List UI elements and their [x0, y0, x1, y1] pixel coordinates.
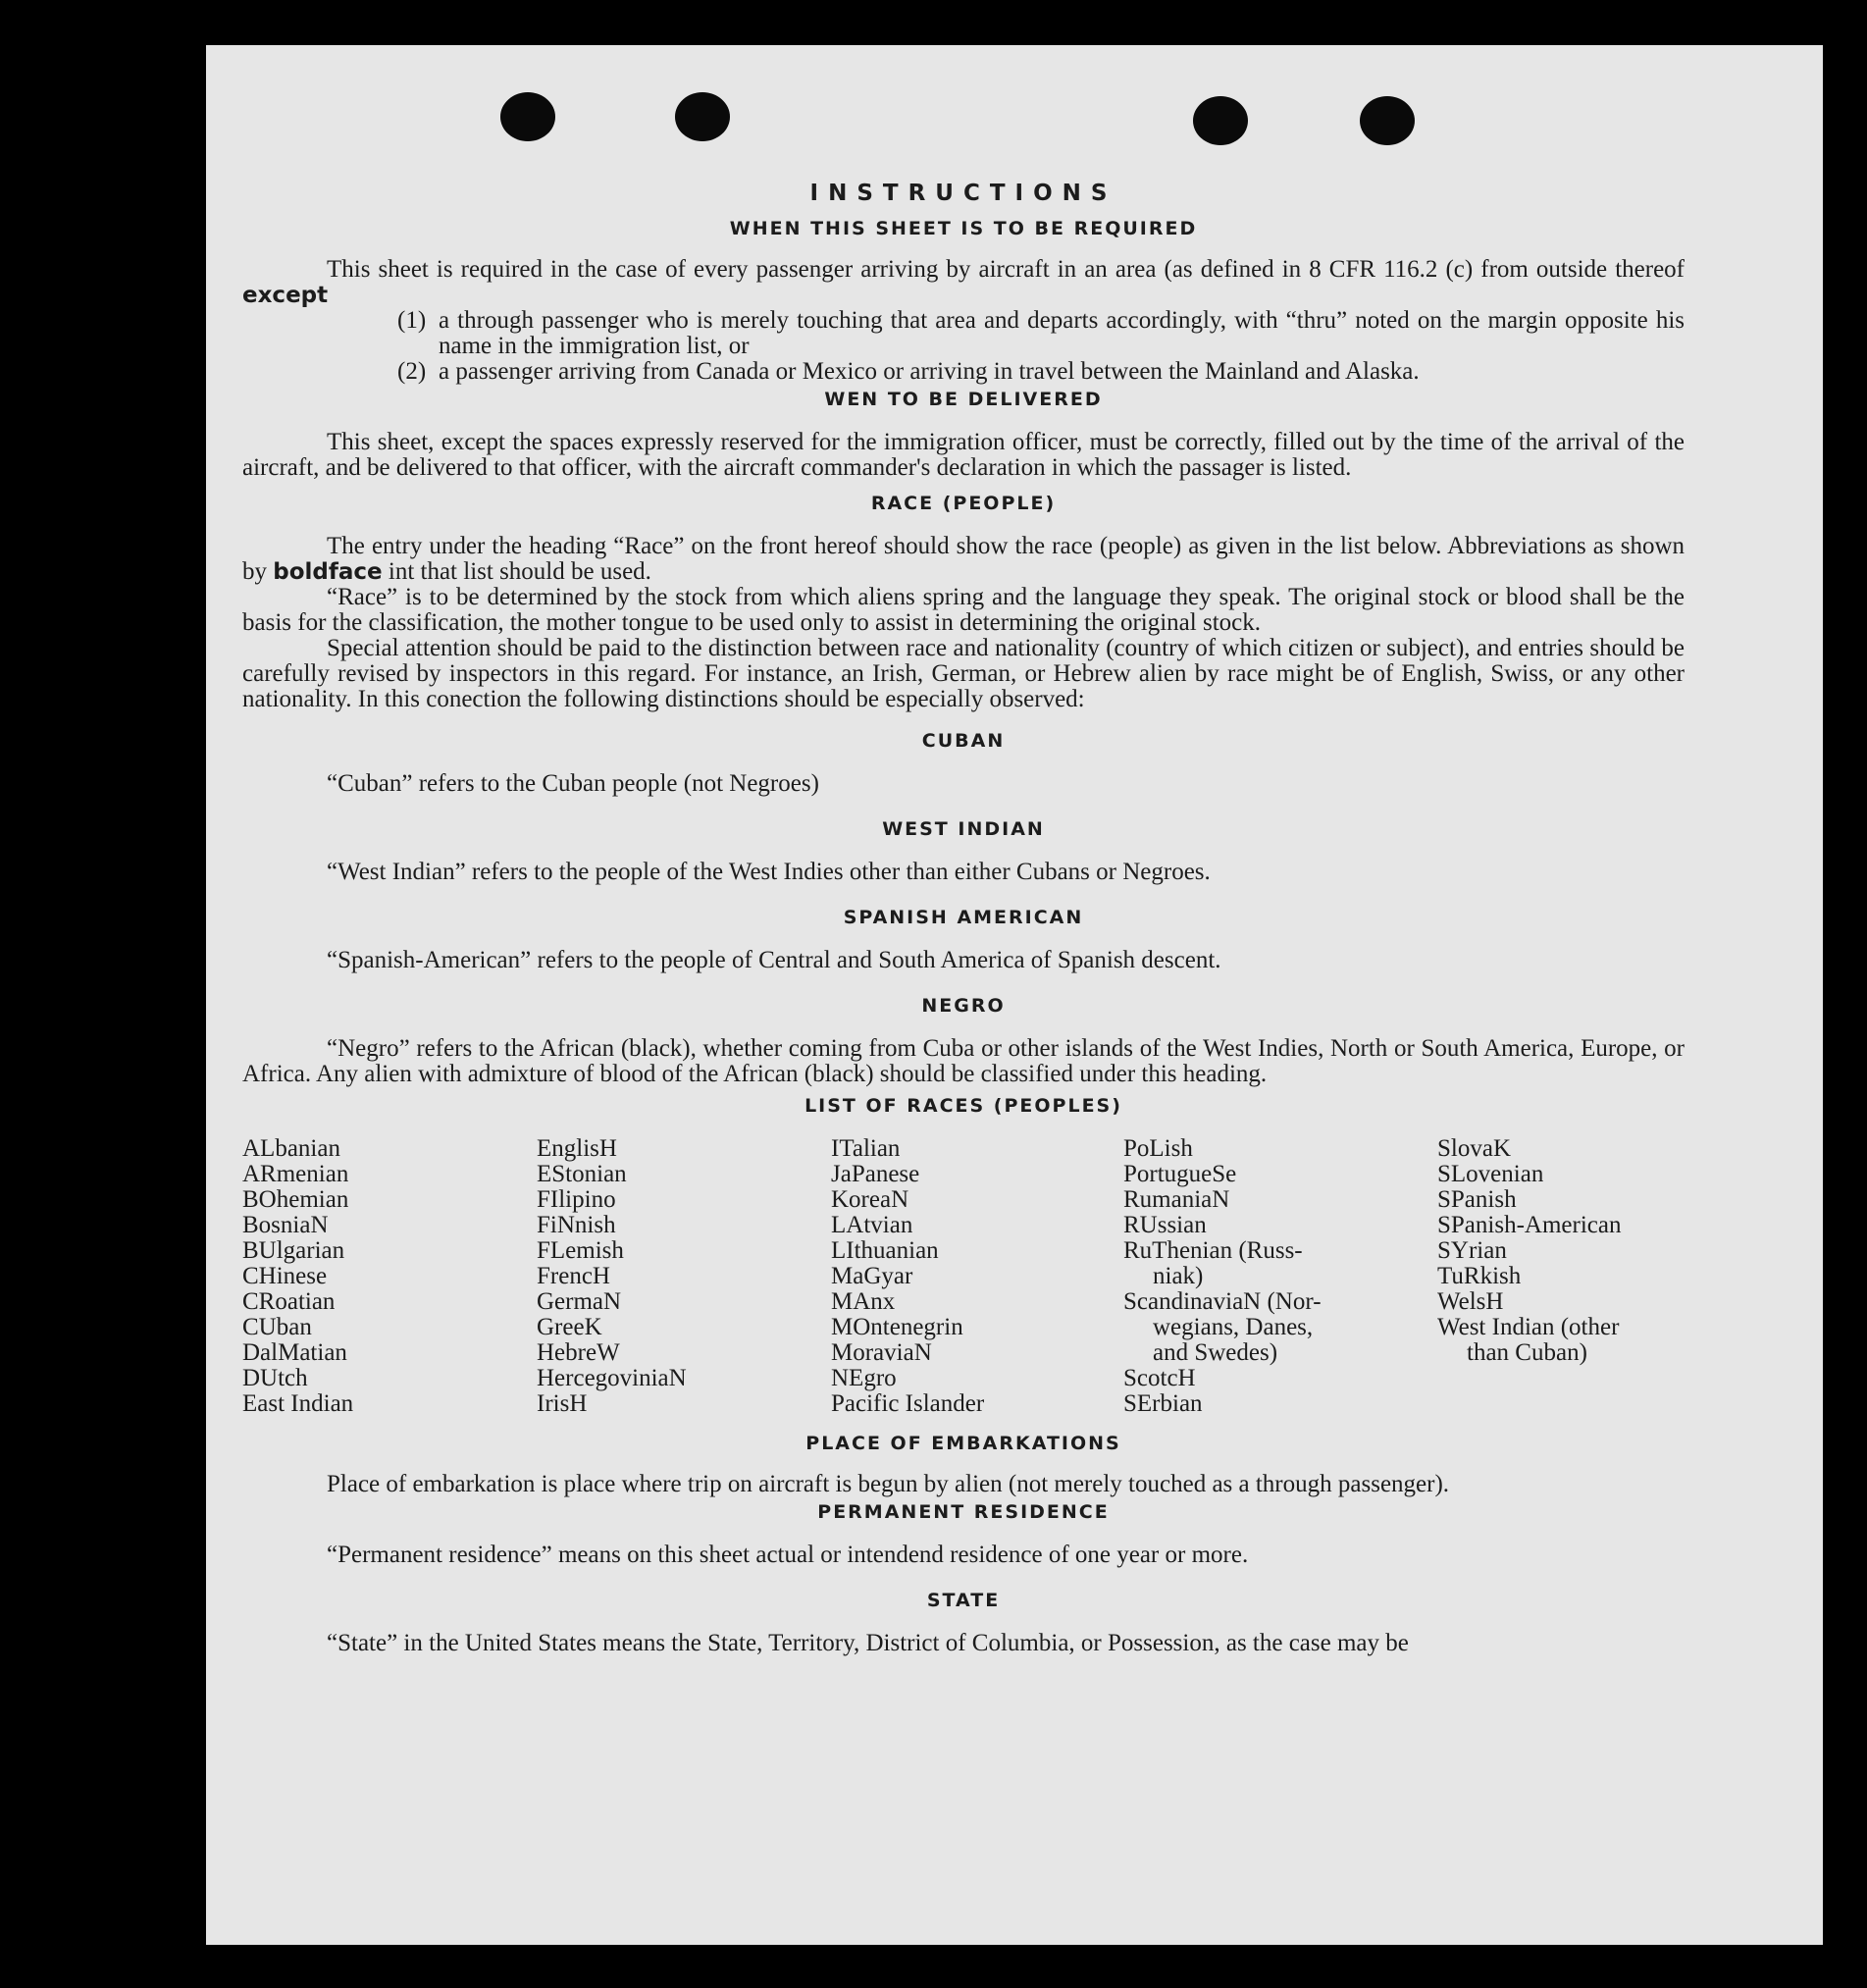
- race-item: FrencH: [537, 1263, 610, 1289]
- races-column: [831, 1136, 1123, 1417]
- item-text: a passenger arriving from Canada or Mexico or arriving in travel between the Mainland and Alaska.: [439, 358, 1420, 385]
- race-item: EStonian: [537, 1161, 627, 1187]
- item-number: (1): [397, 307, 427, 334]
- punch-hole: [1360, 96, 1415, 145]
- paragraph: “State” in the United States means the State, Territory, District of Columbia, or Possession, as the case may be: [327, 1630, 1409, 1656]
- race-item: PortugueSe: [1123, 1161, 1237, 1187]
- paragraph: [242, 534, 1685, 585]
- paragraph: “Race” is to be determined by the stock from which aliens spring and the language they speak. The original stock or blood shall be the basis for the classification, the mother tongue to be used only to assist in determining the original stock.: [242, 584, 1685, 636]
- races-column: [1437, 1136, 1685, 1417]
- paragraph: “Permanent residence” means on this sheet actual or intendend residence of one year or more.: [327, 1542, 1249, 1568]
- race-item: BosniaN: [242, 1212, 329, 1238]
- section-heading: NEGRO: [921, 995, 1006, 1017]
- race-item: CUban: [242, 1314, 312, 1340]
- race-item: ITalian: [831, 1135, 901, 1162]
- section-heading: WHEN THIS SHEET IS TO BE REQUIRED: [729, 218, 1198, 239]
- race-item: GermaN: [537, 1288, 622, 1315]
- race-item: HercegoviniaN: [537, 1365, 687, 1391]
- race-item: West Indian (other: [1437, 1314, 1620, 1340]
- race-item: DUtch: [242, 1365, 308, 1391]
- punch-hole: [1193, 96, 1248, 145]
- race-item: PoLish: [1123, 1135, 1193, 1162]
- race-item: FiNnish: [537, 1212, 616, 1238]
- text: This sheet is required in the case of every passenger arriving by aircraft in an area (as defined in 8 CFR 116.2 (c) from outside thereof: [327, 256, 1685, 283]
- paragraph: “West Indian” refers to the people of the West Indies other than either Cubans or Negroes.: [327, 859, 1211, 885]
- race-item: SErbian: [1123, 1390, 1203, 1417]
- section-heading: CUBAN: [921, 730, 1006, 752]
- document-body: [242, 177, 1685, 1656]
- race-item: MoraviaN: [831, 1339, 932, 1366]
- list-item: [242, 359, 1685, 385]
- race-item: CRoatian: [242, 1288, 336, 1315]
- section-heading: PLACE OF EMBARKATIONS: [805, 1433, 1121, 1454]
- paragraph: Special attention should be paid to the distinction between race and nationality (country of which citizen or subject), and entries should be carefully revised by inspectors in this regard. For instance, an Irish, German, or Hebrew alien by race might be of English, Swiss, or any other nationality. In this conection the following distinctions should be especially observed:: [242, 635, 1685, 712]
- item-number: (2): [397, 358, 427, 385]
- race-item: MAnx: [831, 1288, 896, 1315]
- punch-hole: [675, 92, 730, 141]
- bold-text: boldface: [273, 559, 383, 585]
- paragraph: This sheet, except the spaces expressly reserved for the immigration officer, must be correctly, filled out by the time of the arrival of the aircraft, and be delivered to that officer, with the aircraft commander's declaration in which the passager is listed.: [242, 429, 1685, 481]
- races-column: [537, 1136, 831, 1417]
- section-heading: WEN TO BE DELIVERED: [824, 389, 1103, 410]
- race-item: SPanish-American: [1437, 1212, 1622, 1238]
- bold-text: except: [242, 283, 329, 308]
- race-item: SlovaK: [1437, 1135, 1511, 1162]
- races-column: [1123, 1136, 1437, 1417]
- race-item: KoreaN: [831, 1186, 909, 1213]
- race-item-continuation: and Swedes): [1153, 1339, 1278, 1366]
- item-text: a through passenger who is merely touching that area and departs accordingly, with “thru” noted on the margin opposite his name in the immigration list, or: [439, 307, 1685, 359]
- race-item: TuRkish: [1437, 1263, 1522, 1289]
- text: The entry under the heading “Race” on the front hereof should show the race (people) as given in the list below. Abbreviations as shown by: [242, 533, 1685, 585]
- section-heading: STATE: [926, 1590, 1001, 1611]
- section-heading: PERMANENT RESIDENCE: [817, 1501, 1110, 1523]
- race-item: RumaniaN: [1123, 1186, 1230, 1213]
- race-item: MOntenegrin: [831, 1314, 963, 1340]
- race-item: GreeK: [537, 1314, 602, 1340]
- paragraph: “Negro” refers to the African (black), whether coming from Cuba or other islands of the West Indies, North or South America, Europe, or Africa. Any alien with admixture of blood of the African (black) should be classified under this heading.: [242, 1035, 1685, 1087]
- race-item: FIlipino: [537, 1186, 616, 1213]
- race-item-continuation: niak): [1153, 1263, 1204, 1289]
- race-item: BUlgarian: [242, 1237, 345, 1264]
- text: int that list should be used.: [388, 558, 651, 585]
- race-item: ScandinaviaN (Nor-: [1123, 1288, 1322, 1315]
- list-item: [242, 308, 1685, 359]
- race-item: DalMatian: [242, 1339, 347, 1366]
- race-item: Pacific Islander: [831, 1390, 985, 1417]
- race-item: IrisH: [537, 1390, 588, 1417]
- race-item: CHinese: [242, 1263, 328, 1289]
- race-item: ARmenian: [242, 1161, 349, 1187]
- race-item: ScotcH: [1123, 1365, 1196, 1391]
- race-item: LAtvian: [831, 1212, 913, 1238]
- race-item: ALbanian: [242, 1135, 340, 1162]
- paragraph: [242, 257, 1685, 308]
- race-item: RuThenian (Russ-: [1123, 1237, 1303, 1264]
- race-item: JaPanese: [831, 1161, 920, 1187]
- race-item: FLemish: [537, 1237, 624, 1264]
- section-heading: SPANISH AMERICAN: [843, 907, 1084, 928]
- race-item: BOhemian: [242, 1186, 349, 1213]
- race-item: NEgro: [831, 1365, 897, 1391]
- races-column: [242, 1136, 537, 1417]
- race-item: SYrian: [1437, 1237, 1507, 1264]
- race-item: MaGyar: [831, 1263, 913, 1289]
- paragraph: “Spanish-American” refers to the people of Central and South America of Spanish descent.: [327, 947, 1221, 973]
- section-heading: LIST OF RACES (PEOPLES): [804, 1095, 1122, 1117]
- punch-hole: [500, 92, 555, 141]
- race-item: LIthuanian: [831, 1237, 939, 1264]
- section-heading: WEST INDIAN: [882, 818, 1045, 840]
- race-item: RUssian: [1123, 1212, 1207, 1238]
- paragraph: “Cuban” refers to the Cuban people (not Negroes): [327, 770, 819, 797]
- race-item-continuation: wegians, Danes,: [1153, 1314, 1314, 1340]
- race-item: SPanish: [1437, 1186, 1517, 1213]
- race-item: WelsH: [1437, 1288, 1504, 1315]
- section-heading: RACE (PEOPLE): [870, 493, 1057, 514]
- race-item: HebreW: [537, 1339, 620, 1366]
- races-list: [242, 1136, 1685, 1417]
- race-item: SLovenian: [1437, 1161, 1544, 1187]
- race-item: EnglisH: [537, 1135, 617, 1162]
- paragraph: Place of embarkation is place where trip on aircraft is begun by alien (not merely touched as a through passenger).: [327, 1471, 1450, 1497]
- race-item-continuation: than Cuban): [1467, 1339, 1587, 1366]
- race-item: East Indian: [242, 1390, 354, 1417]
- page-title: INSTRUCTIONS: [809, 181, 1117, 206]
